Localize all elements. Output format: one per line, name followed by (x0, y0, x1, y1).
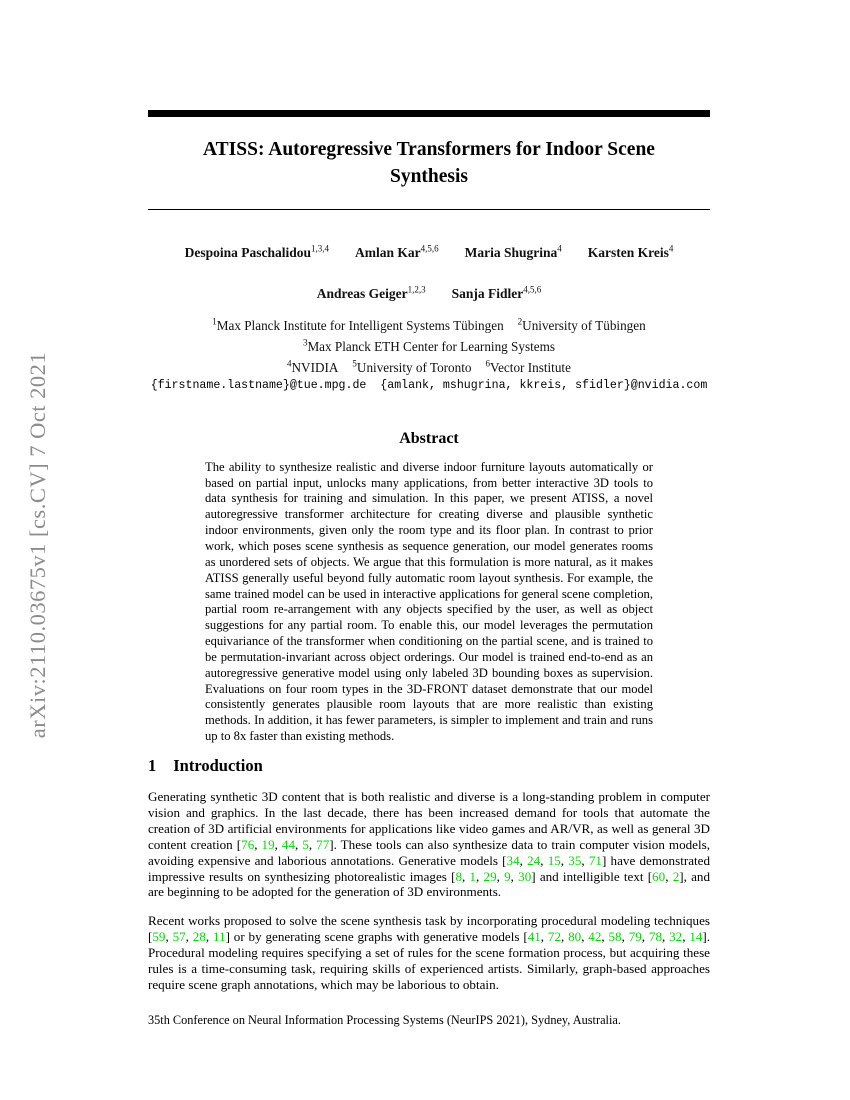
affiliation: $^6$Vector Institute (485, 358, 571, 375)
abstract-text: The ability to synthesize realistic and diverse indoor furniture layouts automatically or based on partial input, unlocks many applications, from better interactive 3D tools to data synthesis for training and simulation. In this paper, we present ATISS, a novel autoregressive transformer architecture for creating diverse and plausible synthetic indoor environments, given only the room type and its floor plan. In contrast to prior work, which poses scene synthesis as sequence generation, our model generates rooms as unordered sets of objects. We argue that this formulation is more natural, as it makes ATISS generally useful beyond fully automatic room layout synthesis. For example, the same trained model can be used in interactive applications for general scene completion, partial room re-arrangement with any objects specified by the user, as well as object suggestions for any partial room. To enable this, our model leverages the permutation equivariance of the transformer when conditioning on the partial scene, and is trained to be permutation-invariant across object orderings. Our model is trained end-to-end as an autoregressive generative model using only labeled 3D bounding boxes as supervision. Evaluations on four room types in the 3D-FRONT dataset demonstrate that our model consistently generates plausible room layouts that are more realistic than existing methods. In addition, it has fewer parameters, is simpler to implement and train and runs up to 8x faster than existing methods. (205, 459, 653, 744)
author: Sanja Fidler$^{4,5,6}$ (451, 284, 542, 301)
body-paragraph: Generating synthetic 3D content that is both realistic and diverse is a long-standing problem in computer vision and graphics. In the last decade, there has been increased demand for tools that automate the creation of 3D artificial environments for applications like video games and AR/VR, as well as general 3D content creation [76, 19, 44, 5, 77]. These tools can also synthesize data to train computer vision models, avoiding expensive and laborious annotations. Generative models [34, 24, 15, 35, 71] have demonstrated impressive results on synthesizing photorealistic images [8, 1, 29, 9, 30] and intelligible text [60, 2], and are beginning to be adopted for the generation of 3D environments. (148, 789, 711, 900)
citation-ref[interactable]: 5 (302, 836, 309, 852)
conference-footnote: 35th Conference on Neural Information Processing Systems (NeurIPS 2021), Sydney, Australia. (148, 1013, 621, 1027)
citation-ref[interactable]: 11 (212, 929, 226, 945)
author-emails: {firstname.lastname}@tue.mpg.de {amlank, mshugrina, kkreis, sfidler}@nvidia.com (150, 378, 708, 392)
author-affil-sup: 4,5,6 (523, 284, 542, 295)
citation-ref[interactable]: 77 (316, 836, 330, 852)
citation-ref[interactable]: 41 (527, 929, 541, 945)
citation-ref[interactable]: 35 (568, 852, 582, 868)
citation-ref[interactable]: 9 (504, 868, 511, 884)
citation-ref[interactable]: 42 (588, 929, 602, 945)
citation-ref[interactable]: 29 (483, 868, 497, 884)
citation-ref[interactable]: 32 (669, 929, 683, 945)
title-rule-thick (148, 110, 710, 117)
citation-ref[interactable]: 58 (608, 929, 622, 945)
citation-ref[interactable]: 59 (152, 929, 166, 945)
body-paragraph: Recent works proposed to solve the scene synthesis task by incorporating procedural modeling techniques [59, 57, 28, 11] or by generating scene graphs with generative models [41, 72, 80, 42, 58, 79, 78, 32, 14]. Procedural modeling requires specifying a set of rules for the scene formation process, but acquiring these rules is a time-consuming task, requiring skills of experienced artists. Similarly, graph-based approaches require scene graph annotations, which may be laborious to obtain. (148, 913, 711, 992)
section-paragraphs (148, 789, 710, 993)
section-title: Introduction (173, 756, 263, 775)
affiliation: $^1$Max Planck Institute for Intelligent Systems Tübingen (212, 317, 504, 334)
paper-content (148, 0, 710, 745)
affiliation-sup: 5 (352, 358, 357, 369)
abstract-heading: Abstract (399, 429, 459, 447)
affiliation-line (148, 314, 710, 335)
citation-ref[interactable]: 78 (648, 929, 662, 945)
author: Maria Shugrina$^4$ (464, 243, 562, 260)
citation-ref[interactable]: 8 (455, 868, 463, 884)
author: Karsten Kreis$^4$ (587, 243, 674, 260)
citation-ref[interactable]: 19 (261, 836, 275, 852)
citation-ref[interactable]: 30 (518, 868, 532, 884)
affiliations-block (148, 314, 710, 376)
affiliation-sup: 6 (485, 358, 491, 369)
citation-ref[interactable]: 71 (588, 852, 602, 868)
author-affil-sup: 4 (668, 243, 674, 253)
citation-ref[interactable]: 14 (689, 929, 703, 945)
author-affil-sup: 1,2,3 (407, 284, 426, 295)
paper-title: ATISS: Autoregressive Transformers for Indoor Scene Synthesis (203, 139, 655, 187)
citation-ref[interactable]: 2 (672, 868, 680, 884)
affiliation-line (148, 355, 710, 376)
authors-row-2 (148, 282, 710, 303)
affiliation-sup: 3 (302, 337, 308, 348)
citation-ref[interactable]: 72 (547, 929, 561, 945)
citation-ref[interactable]: 57 (172, 929, 186, 945)
author: Andreas Geiger$^{1,2,3}$ (316, 284, 426, 301)
affiliation: $^3$Max Planck ETH Center for Learning Systems (302, 337, 556, 354)
citation-ref[interactable]: 76 (241, 836, 255, 852)
section-introduction (148, 756, 710, 993)
authors-row-1 (148, 240, 710, 261)
citation-ref[interactable]: 44 (281, 836, 296, 852)
affiliation-sup: 2 (517, 317, 523, 327)
citation-ref[interactable]: 80 (568, 929, 582, 945)
affiliation: $^2$University of Tübingen (517, 317, 646, 334)
section-number: 1 (148, 756, 157, 775)
citation-ref[interactable]: 60 (652, 868, 666, 884)
author: Amlan Kar$^{4,5,6}$ (355, 243, 439, 260)
author: Despoina Paschalidou$^{1,3,4}$ (184, 243, 329, 260)
affiliation: $^5$University of Toronto (352, 358, 472, 375)
citation-ref[interactable]: 28 (192, 929, 206, 945)
citation-ref[interactable]: 34 (506, 852, 520, 868)
citation-ref[interactable]: 24 (527, 852, 541, 868)
author-affil-sup: 1,3,4 (311, 243, 329, 253)
affiliation-sup: 1 (212, 317, 217, 327)
author-affil-sup: 4,5,6 (420, 243, 439, 253)
title-rule-thin (148, 209, 710, 210)
affiliation-sup: 4 (287, 358, 292, 369)
affiliation-line (148, 335, 710, 356)
author-affil-sup: 4 (557, 243, 562, 253)
section-heading (148, 756, 710, 776)
affiliation: $^4$NVIDIA (287, 358, 339, 375)
citation-ref[interactable]: 15 (547, 852, 561, 868)
citation-ref[interactable]: 1 (469, 868, 477, 884)
arxiv-watermark: arXiv:2110.03675v1 [cs.CV] 7 Oct 2021 (25, 351, 50, 739)
citation-ref[interactable]: 79 (628, 929, 642, 945)
